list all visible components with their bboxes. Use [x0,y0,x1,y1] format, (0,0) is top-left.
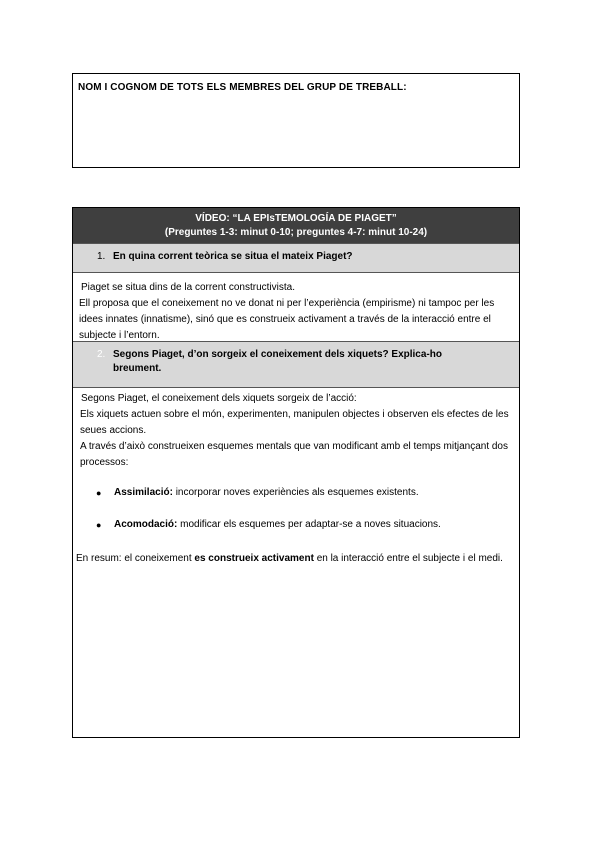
bullet-dot-icon: ● [96,488,102,498]
bullet-accommodation-text: modificar els esquemes per adaptar-se a noves situacions. [180,519,441,530]
answer-1-line-2: Ell proposa que el coneixement no ve donat ni per l’experiència (empirisme) ni tampoc per les idees innates (innatisme), sinó que es construeix activament a través de la interacció entre el subjecte i l’entorn. [79,298,495,341]
answer-1 [79,280,517,344]
header-subtitle: (Preguntes 1-3: minut 0-10; preguntes 4-7: minut 10-24) [164,227,428,238]
bullet-assimilation [77,485,517,501]
summary-post: en la interacció entre el subjecte i el medi. [316,553,503,564]
bullet-dot-icon: ● [96,520,102,530]
question-2-number: 2. [97,349,106,360]
bullet-assimilation-text: incorporar noves experiències als esquemes existents. [175,487,419,498]
answer-2 [77,391,517,567]
question-1-text: En quina corrent teòrica se situa el mateix Piaget? [113,251,353,262]
bullet-accommodation-term: Acomodació: [114,519,178,530]
table-header [73,208,519,243]
question-2-row [73,341,519,388]
question-1-row [73,243,519,273]
answer-2-summary [76,551,517,567]
answer-1-line-1: Piaget se situa dins de la corrent constructivista. [81,282,295,293]
answer-2-paragraph-3: A través d’això construeixen esquemes mentals que van modificant amb el temps mitjançant dos processos: [80,441,508,468]
header-title: VÍDEO: “LA EPIsTEMOLOGÍA DE PIAGET” [195,213,397,224]
question-1-number: 1. [97,251,106,262]
question-2-text: Segons Piaget, d’on sorgeix el coneixement dels xiquets? Explica-ho breument. [113,349,442,374]
summary-bold: es construeix activament [194,553,314,564]
group-members-title: NOM I COGNOM DE TOTS ELS MEMBRES DEL GRUP DE TREBALL: [78,82,407,93]
bullet-accommodation [77,517,517,533]
answer-2-intro: Segons Piaget, el coneixement dels xiquets sorgeix de l’acció: [81,393,357,404]
group-members-box [72,73,520,168]
answer-2-paragraph-2: Els xiquets actuen sobre el món, experimenten, manipulen objectes i observen els efectes de les seues accions. [80,409,509,436]
bullet-assimilation-term: Assimilació: [114,487,173,498]
summary-pre: En resum: el coneixement [76,553,192,564]
video-questions-table [72,207,520,738]
